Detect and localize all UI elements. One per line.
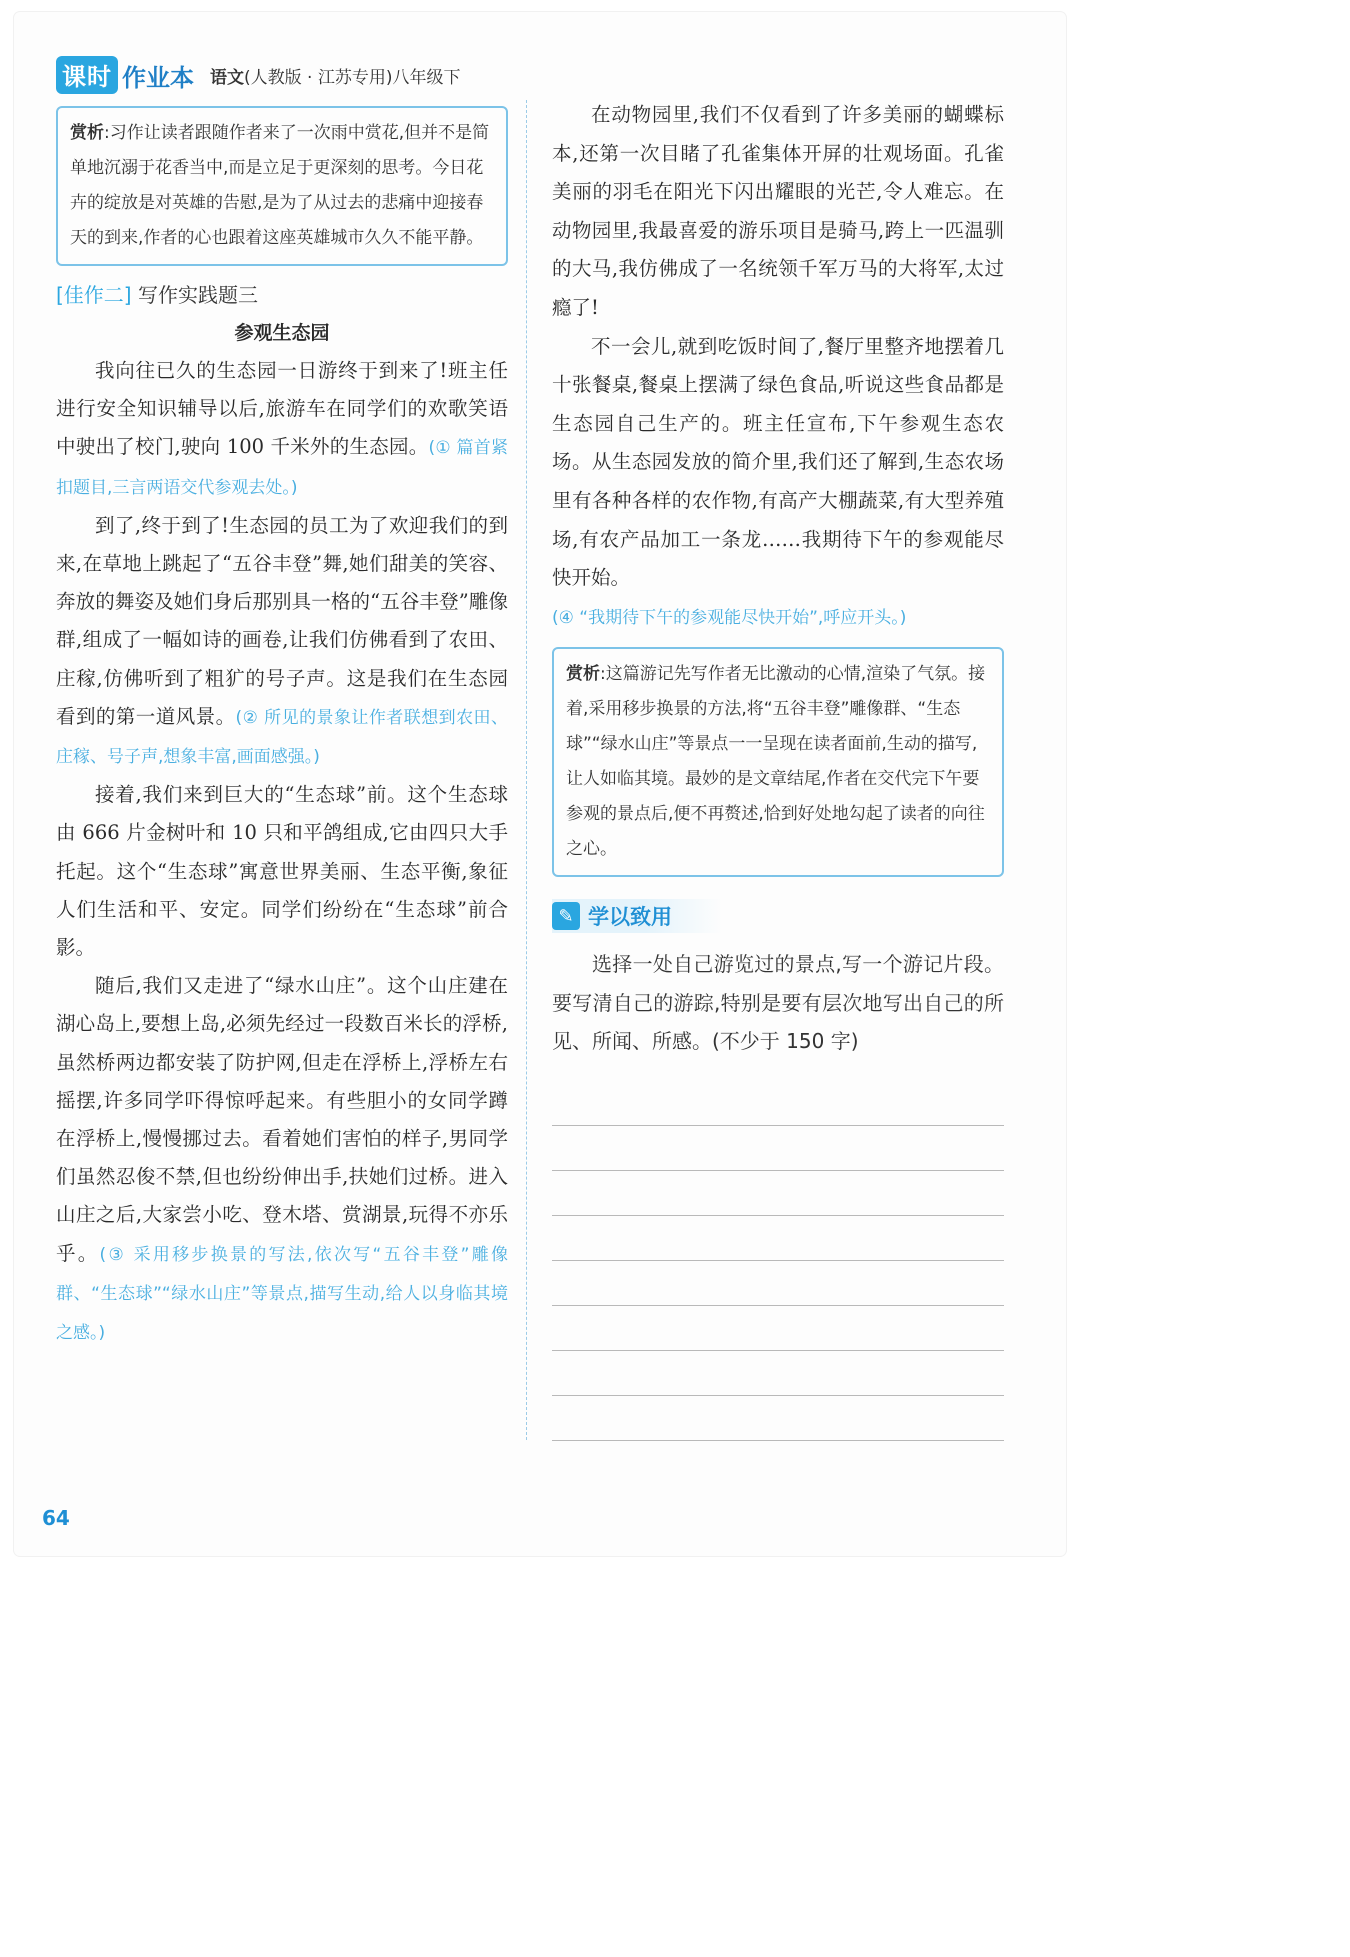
paragraph-text: 在动物园里,我们不仅看到了许多美丽的蝴蝶标本,还第一次目睹了孔雀集体开屏的壮观场面。孔雀美丽的羽毛在阳光下闪出耀眼的光芒,令人难忘。在动物园里,我最喜爱的游乐项目是骑马,跨上一匹温驯的大马,我仿佛成了一名统领千军万马的大将军,太过瘾了! [552, 103, 1004, 319]
brand-logo-keshi: 课时 [56, 56, 118, 94]
essay-paragraph [552, 96, 1004, 328]
appreciation-box-1 [56, 106, 508, 266]
annotation-note: (③ 采用移步换景的写法,依次写“五谷丰登”雕像群、“生态球”“绿水山庄”等景点,描写生动,给人以身临其境之感。) [56, 1244, 508, 1344]
annotation-note: (① 篇首紧扣题目,三言两语交代参观去处。) [56, 438, 508, 498]
left-column [56, 106, 508, 1352]
section-heading [56, 276, 508, 314]
appreciation-tag: 赏析 [70, 123, 104, 143]
writing-line[interactable] [552, 1306, 1004, 1351]
paragraph-text: 随后,我们又走进了“绿水山庄”。这个山庄建在湖心岛上,要想上岛,必须先经过一段数百米长的浮桥,虽然桥两边都安装了防护网,但走在浮桥上,浮桥左右摇摆,许多同学吓得惊呼起来。有些胆小的女同学蹲在浮桥上,慢慢挪过去。看着她们害怕的样子,男同学们虽然忍俊不禁,但也纷纷伸出手,扶她们过桥。进入山庄之后,大家尝小吃、登木塔、赏湖景,玩得不亦乐乎。 [56, 974, 508, 1265]
annotation-paragraph [552, 598, 1004, 638]
writing-line[interactable] [552, 1126, 1004, 1171]
writing-line[interactable] [552, 1396, 1004, 1441]
paragraph-text: 接着,我们来到巨大的“生态球”前。这个生态球由 666 片金树叶和 10 只和平鸽组成,它由四只大手托起。这个“生态球”寓意世界美丽、生态平衡,象征人们生活和平、安定。同学们纷纷在“生态球”前合影。 [56, 783, 508, 960]
essay-paragraph [56, 352, 508, 507]
subject-label [210, 63, 460, 88]
right-column [552, 96, 1004, 1441]
writing-line[interactable] [552, 1171, 1004, 1216]
annotation-note: (② 所见的景象让作者联想到农田、庄稼、号子声,想象丰富,画面感强。) [56, 707, 508, 768]
pencil-icon: ✎ [552, 902, 580, 930]
page-number: 64 [42, 1506, 70, 1530]
brand-logo-zuoyeben: 作业本 [122, 63, 194, 92]
writing-line[interactable] [552, 1261, 1004, 1306]
essay-paragraph [552, 328, 1004, 598]
essay-paragraph [56, 967, 508, 1352]
paragraph-text: 我向往已久的生态园一日游终于到来了!班主任进行安全知识辅导以后,旅游车在同学们的欢歌笑语中驶出了校门,驶向 100 千米外的生态园。 [56, 359, 508, 459]
essay-paragraph [56, 507, 508, 776]
practice-task: 选择一处自己游览过的景点,写一个游记片段。要写清自己的游踪,特别是要有层次地写出自己的所见、所闻、所感。(不少于 150 字) [552, 952, 1004, 1054]
annotation-note: (④ “我期待下午的参观能尽快开始”,呼应开头。) [552, 607, 907, 628]
practice-section-header [552, 899, 722, 933]
appreciation-text: :这篇游记先写作者无比激动的心情,渲染了气氛。接着,采用移步换景的方法,将“五谷丰登”雕像群、“生态球”“绿水山庄”等景点一一呈现在读者面前,生动的描写,让人如临其境。最妙的是文章结尾,作者在交代完下午要参观的景点后,便不再赘述,恰到好处地勾起了读者的向往之心。 [566, 664, 986, 860]
appreciation-text: :习作让读者跟随作者来了一次雨中赏花,但并不是简单地沉溺于花香当中,而是立足于更深刻的思考。今日花卉的绽放是对英雄的告慰,是为了从过去的悲痛中迎接春天的到来,作者的心也跟着这座英雄城市久久不能平静。 [70, 123, 490, 248]
writing-line[interactable] [552, 1081, 1004, 1126]
appreciation-box-2 [552, 647, 1004, 877]
paragraph-text: 不一会儿,就到吃饭时间了,餐厅里整齐地摆着几十张餐桌,餐桌上摆满了绿色食品,听说这些食品都是生态园自己生产的。班主任宣布,下午参观生态农场。从生态园发放的简介里,我们还了解到,生态农场里有各种各样的农作物,有高产大棚蔬菜,有大型养殖场,有农产品加工一条龙……我期待下午的参观能尽快开始。 [552, 334, 1004, 590]
jiazuo-title: 写作实践题三 [137, 283, 258, 307]
column-divider [526, 100, 527, 1440]
essay-title: 参观生态园 [234, 322, 330, 344]
writing-line[interactable] [552, 1351, 1004, 1396]
essay-paragraph [56, 776, 508, 967]
jiazuo-label: [佳作二] [56, 283, 132, 307]
paragraph-text: 到了,终于到了!生态园的员工为了欢迎我们的到来,在草地上跳起了“五谷丰登”舞,她们甜美的笑容、奔放的舞姿及她们身后那别具一格的“五谷丰登”雕像群,组成了一幅如诗的画卷,让我们仿佛看到了农田、庄稼,仿佛听到了粗犷的号子声。这是我们在生态园看到的第一道风景。 [56, 513, 508, 728]
writing-line[interactable] [552, 1216, 1004, 1261]
practice-section-label: 学以致用 [588, 905, 672, 930]
subject-name: 语文 [210, 67, 244, 88]
writing-lines[interactable] [552, 1081, 1004, 1441]
subject-edition: (人教版 · 江苏专用)八年级下 [244, 67, 461, 88]
appreciation-tag: 赏析 [566, 664, 600, 685]
page-header [56, 56, 460, 94]
